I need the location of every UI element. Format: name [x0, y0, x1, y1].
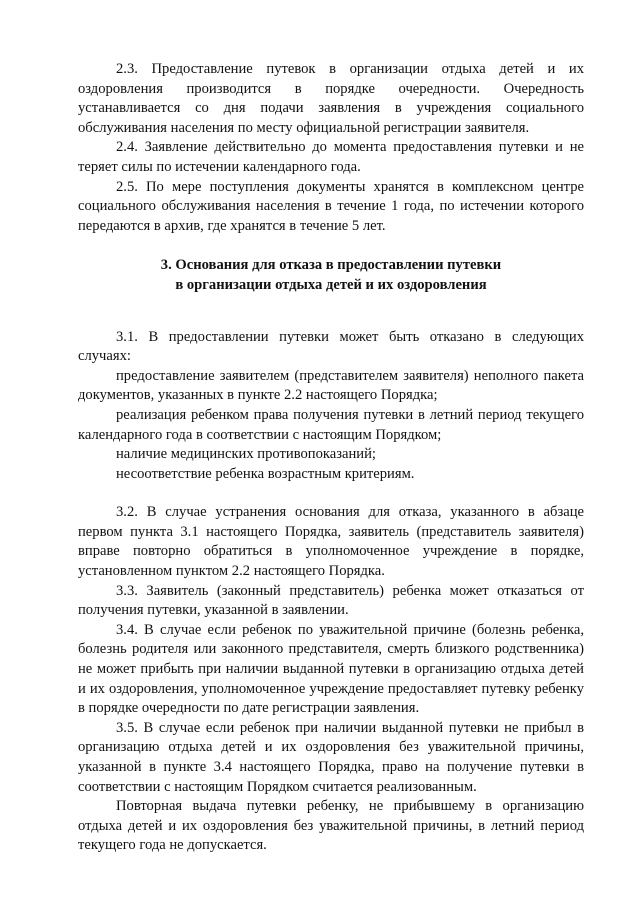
paragraph-2-5: 2.5. По мере поступления документы хранятся в комплексном центре социального обслуживания населения в течение 1 года, по истечении которого передаются в архив, где хранятся в течение 5 лет.	[78, 178, 584, 234]
paragraph-2-3: 2.3. Предоставление путевок в организации отдыха детей и их оздоровления производится в порядке очередности. Очередность устанавливается со дня подачи заявления в учреждения социального обслуживания населения по месту официальной регистрации заявителя.	[78, 61, 584, 136]
section-3-heading-line-2: в организации отдыха детей и их оздоровления	[175, 276, 487, 293]
paragraph-spacer	[78, 484, 584, 503]
case-item-1: предоставление заявителем (представителем заявителя) неполного пакета документов, указанных в пункте 2.2 настоящего Порядка;	[78, 367, 584, 404]
paragraph-2-4: 2.4. Заявление действительно до момента предоставления путевки и не теряет силы по истечении календарного года.	[78, 139, 584, 175]
case-item-4: несоответствие ребенка возрастным критериям.	[116, 465, 415, 482]
paragraph-3-5: 3.5. В случае если ребенок при наличии выданной путевки не прибыл в организацию отдыха детей и их оздоровления без уважительной причины, указанной в пункте 3.4 настоящего Порядка, право на получение путевки в соответствии с настоящим Порядком считается реализованным.	[78, 719, 584, 795]
paragraph-3-2: 3.2. В случае устранения основания для отказа, указанного в абзаце первом пункта 3.1 настоящего Порядка, заявитель (представитель заявителя) вправе повторно обратиться в уполномоченное учреждение в порядке, установленном пунктом 2.2 настоящего Порядка.	[78, 504, 584, 580]
section-3-heading	[78, 256, 584, 295]
paragraph-3-4: 3.4. В случае если ребенок по уважительной причине (болезнь ребенка, болезнь родителя или законного представителя, смерть близкого родственника) не может прибыть при наличии выданной путевки в организацию отдыха детей и их оздоровления, уполномоченное учреждение предоставляет путевку ребенку в порядке очередности по дате регистрации заявления.	[78, 621, 584, 717]
section-3-heading-line-1: 3. Основания для отказа в предоставлении путевки	[160, 257, 502, 274]
paragraph-3-3: 3.3. Заявитель (законный представитель) ребенка может отказаться от получения путевки, указанной в заявлении.	[78, 582, 584, 619]
paragraph-3-1: 3.1. В предоставлении путевки может быть отказано в следующих случаях:	[78, 328, 584, 365]
paragraph-final: Повторная выдача путевки ребенку, не прибывшему в организацию отдыха детей и их оздоровления без уважительной причины, в летний период текущего года не допускается.	[78, 798, 584, 854]
document-body	[78, 60, 584, 856]
case-item-2: реализация ребенком права получения путевки в летний период текущего календарного года в соответствии с настоящим Порядком;	[78, 406, 584, 443]
case-item-3: наличие медицинских противопоказаний;	[116, 446, 376, 463]
